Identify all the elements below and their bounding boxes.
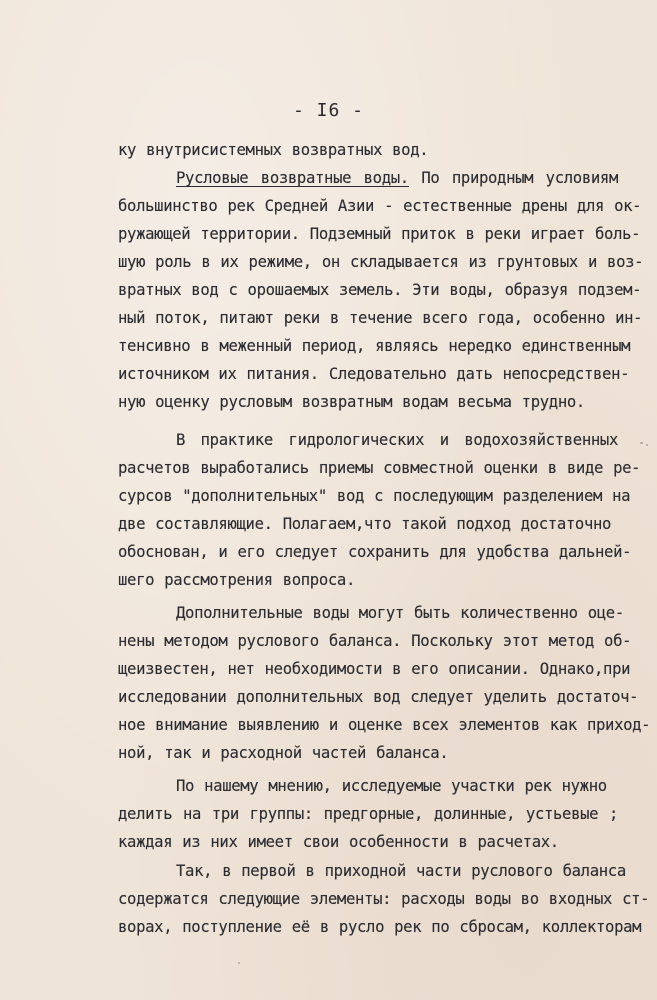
text-fragment: По природным условиям <box>421 169 618 187</box>
text-line: Дополнительные воды могут быть количественно оце- <box>176 604 624 622</box>
text-line: две составляющие. Полагаем,что такой подход достаточно <box>118 515 612 533</box>
section-heading: Русловые возвратные воды. <box>176 169 409 187</box>
page-number: - I6 - <box>292 100 365 121</box>
text-line: ное внимание выявлению и оценке всех элементов как приход- <box>118 716 651 734</box>
text-line: щеизвестен, нет необходимости в его описании. Однако,при <box>118 660 631 678</box>
text-line: ку внутрисистемных возвратных вод. <box>118 141 429 159</box>
text-line: делить на три группы: предгорные, долинные, устьевые ; <box>118 805 618 823</box>
text-line: ружающей территории. Подземный приток в реки играет боль- <box>118 225 641 243</box>
text-line: сурсов "дополнительных" вод с последующим разделением на <box>118 487 631 505</box>
text-line: шую роль в их режиме, он складывается из грунтовых и воз- <box>118 253 644 271</box>
text-line: расчетов выработались приемы совместной оценки в виде ре- <box>118 459 641 477</box>
text-line: В практике гидрологических и водохозяйственных <box>176 431 618 449</box>
text-line: каждая из них имеет свои особенности в расчетах. <box>118 833 559 851</box>
paper-mark <box>640 442 643 444</box>
text-line: По нашему мнению, исследуемые участки рек нужно <box>176 777 607 795</box>
text-line: вратных вод с орошаемых земель. Эти воды, образуя подзем- <box>118 281 642 299</box>
text-line: содержатся следующие элементы: расходы воды во входных ст- <box>118 890 650 908</box>
text-line: тенсивно в меженный период, являясь нередко единственным <box>118 337 631 355</box>
paper-mark <box>238 962 240 964</box>
text-line <box>176 168 618 188</box>
text-line: ную оценку русловым возвратным водам весьма трудно. <box>118 393 585 411</box>
text-line: обоснован, и его следует сохранить для удобства дальней- <box>118 543 632 561</box>
text-line: ный поток, питают реки в течение всего года, особенно ин- <box>118 309 643 327</box>
text-line: шего рассмотрения вопроса. <box>118 571 355 589</box>
text-line: источником их питания. Следовательно дать непосредствен- <box>118 365 630 383</box>
text-line: Так, в первой в приходной части руслового баланса <box>176 862 626 880</box>
paper-mark <box>646 444 648 446</box>
text-line: нены методом руслового баланса. Поскольку этот метод об- <box>118 632 632 650</box>
text-line: исследовании дополнительных вод следует уделить достаточ- <box>118 688 639 706</box>
text-line: большинство рек Средней Азии - естественные дрены для ок- <box>118 197 642 215</box>
text-line: ворах, поступление её в русло рек по сбросам, коллекторам <box>118 918 642 936</box>
text-line: ной, так и расходной частей баланса. <box>118 744 449 762</box>
